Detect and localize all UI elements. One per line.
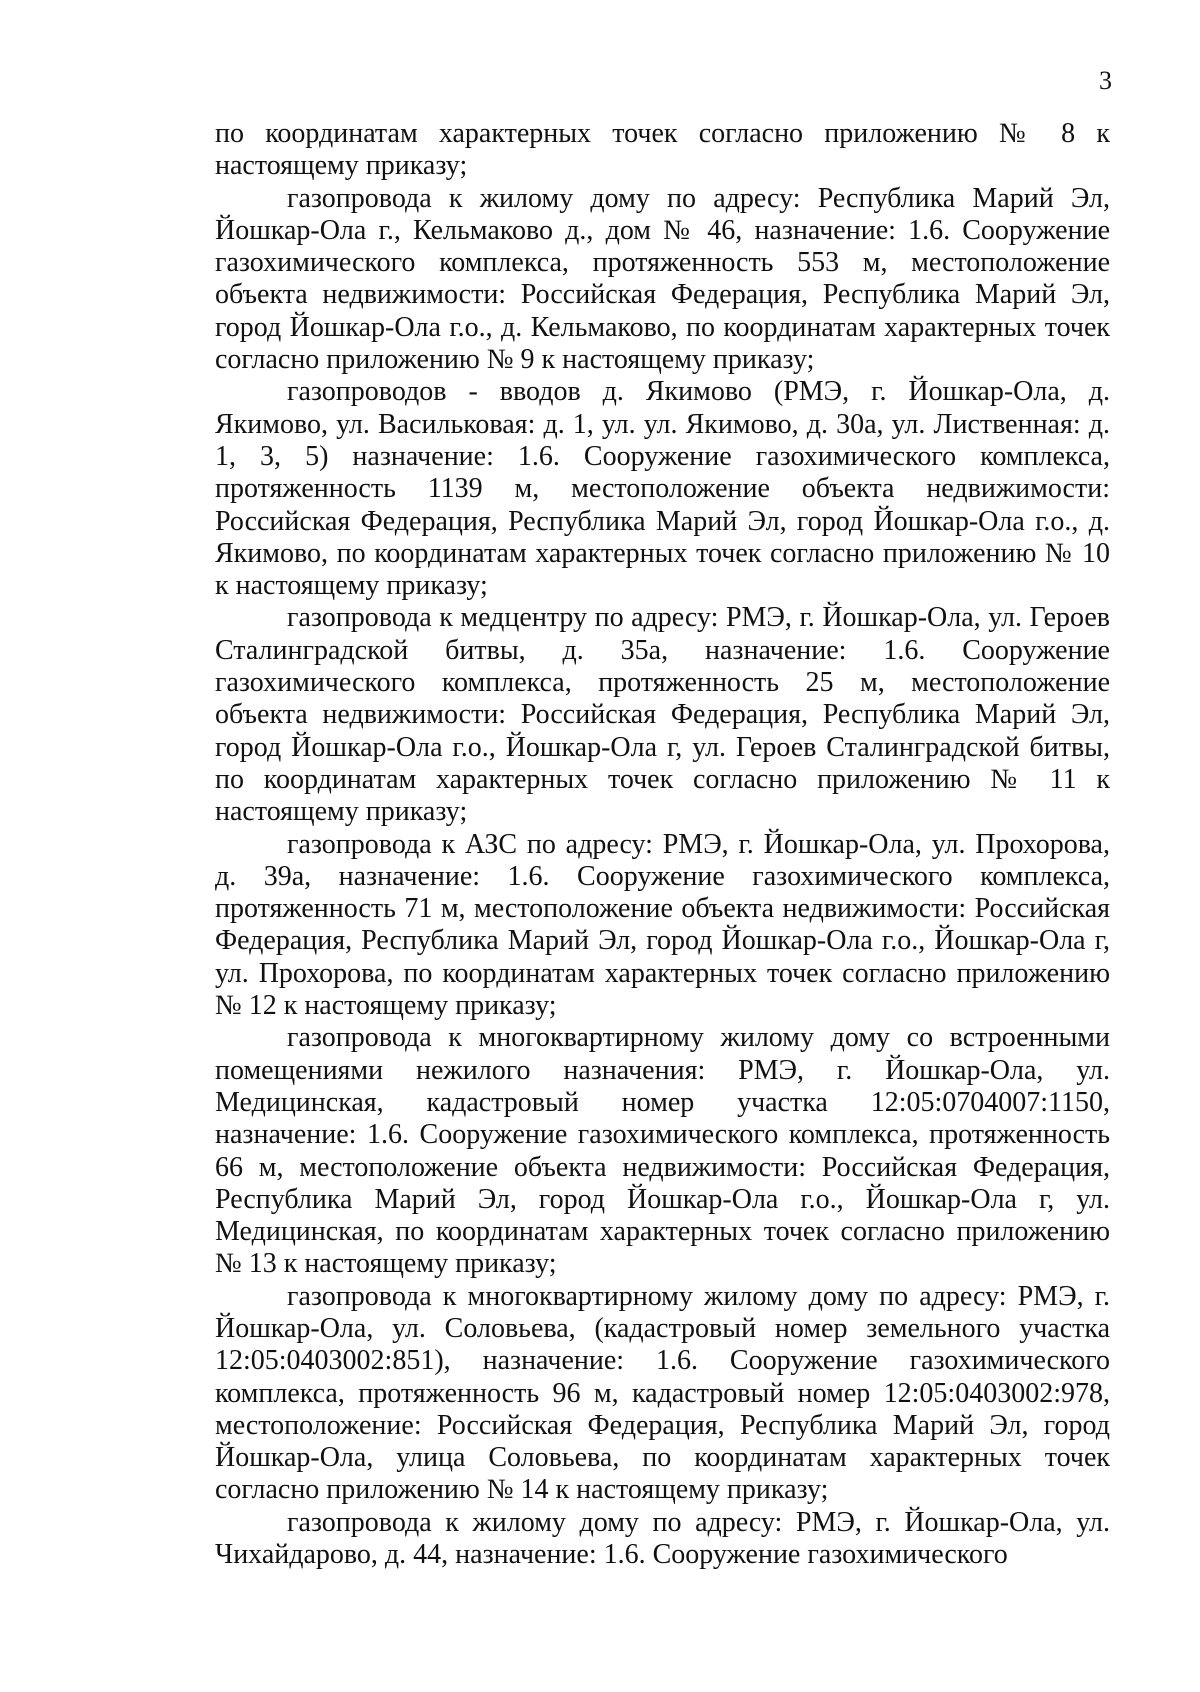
paragraph-medcenter: газопровода к медцентру по адресу: РМЭ, г. Йошкар-Ола, ул. Героев Сталинградской битвы, д. 35а, назначение: 1.6. Сооружение газохимического комплекса, протяженность 25 м, местоположение объекта недвижимости: Российская Федерация, Республика Марий Эл, город Йошкар-Ола г.о., Йошкар-Ола г, ул. Героев Сталинградской битвы, по координатам характерных точек согласно приложению № 11 к настоящему приказу; [215,602,1110,828]
paragraph-meditsinskaya: газопровода к многоквартирному жилому дому со встроенными помещениями нежилого назначения: РМЭ, г. Йошкар-Ола, ул. Медицинская, кадастровый номер участка 12:05:0704007:1150, назначение: 1.6. Сооружение газохимического комплекса, протяженность 66 м, местоположение объекта недвижимости: Российская Федерация, Республика Марий Эл, город Йошкар-Ола г.о., Йошкар-Ола г, ул. Медицинская, по координатам характерных точек согласно приложению № 13 к настоящему приказу; [215,1022,1110,1280]
paragraph-kelmakovo: газопровода к жилому дому по адресу: Республика Марий Эл, Йошкар-Ола г., Кельмаково д., дом № 46, назначение: 1.6. Сооружение газохимического комплекса, протяженность 553 м, местоположение объекта недвижимости: Российская Федерация, Республика Марий Эл, город Йошкар-Ола г.о., д. Кельмаково, по координатам характерных точек согласно приложению № 9 к настоящему приказу; [215,182,1110,376]
paragraph-solovyeva: газопровода к многоквартирному жилому дому по адресу: РМЭ, г. Йошкар-Ола, ул. Соловьева, (кадастровый номер земельного участка 12:05:0403002:851), назначение: 1.6. Сооружение газохимического комплекса, протяженность 96 м, кадастровый номер 12:05:0403002:978, местоположение: Российская Федерация, Республика Марий Эл, город Йошкар-Ола, улица Соловьева, по координатам характерных точек согласно приложению № 14 к настоящему приказу; [215,1280,1110,1506]
document-body [215,118,1110,1571]
page-number: 3 [1099,66,1112,95]
paragraph-chikhaydarovo: газопровода к жилому дому по адресу: РМЭ, г. Йошкар-Ола, ул. Чихайдарово, д. 44, назначение: 1.6. Сооружение газохимического [215,1506,1110,1571]
paragraph-continuation: по координатам характерных точек согласно приложению № 8 к настоящему приказу; [215,118,1110,182]
paragraph-yakimovo: газопроводов - вводов д. Якимово (РМЭ, г. Йошкар-Ола, д. Якимово, ул. Васильковая: д. 1, ул. ул. Якимово, д. 30а, ул. Лиственная: д. 1, 3, 5) назначение: 1.6. Сооружение газохимического комплекса, протяженность 1139 м, местоположение объекта недвижимости: Российская Федерация, Республика Марий Эл, город Йошкар-Ола г.о., д. Якимово, по координатам характерных точек согласно приложению № 10 к настоящему приказу; [215,376,1110,602]
paragraph-gas-station: газопровода к АЗС по адресу: РМЭ, г. Йошкар-Ола, ул. Прохорова, д. 39а, назначение: 1.6. Сооружение газохимического комплекса, протяженность 71 м, местоположение объекта недвижимости: Российская Федерация, Республика Марий Эл, город Йошкар-Ола г.о., Йошкар-Ола г, ул. Прохорова, по координатам характерных точек согласно приложению № 12 к настоящему приказу; [215,828,1110,1022]
